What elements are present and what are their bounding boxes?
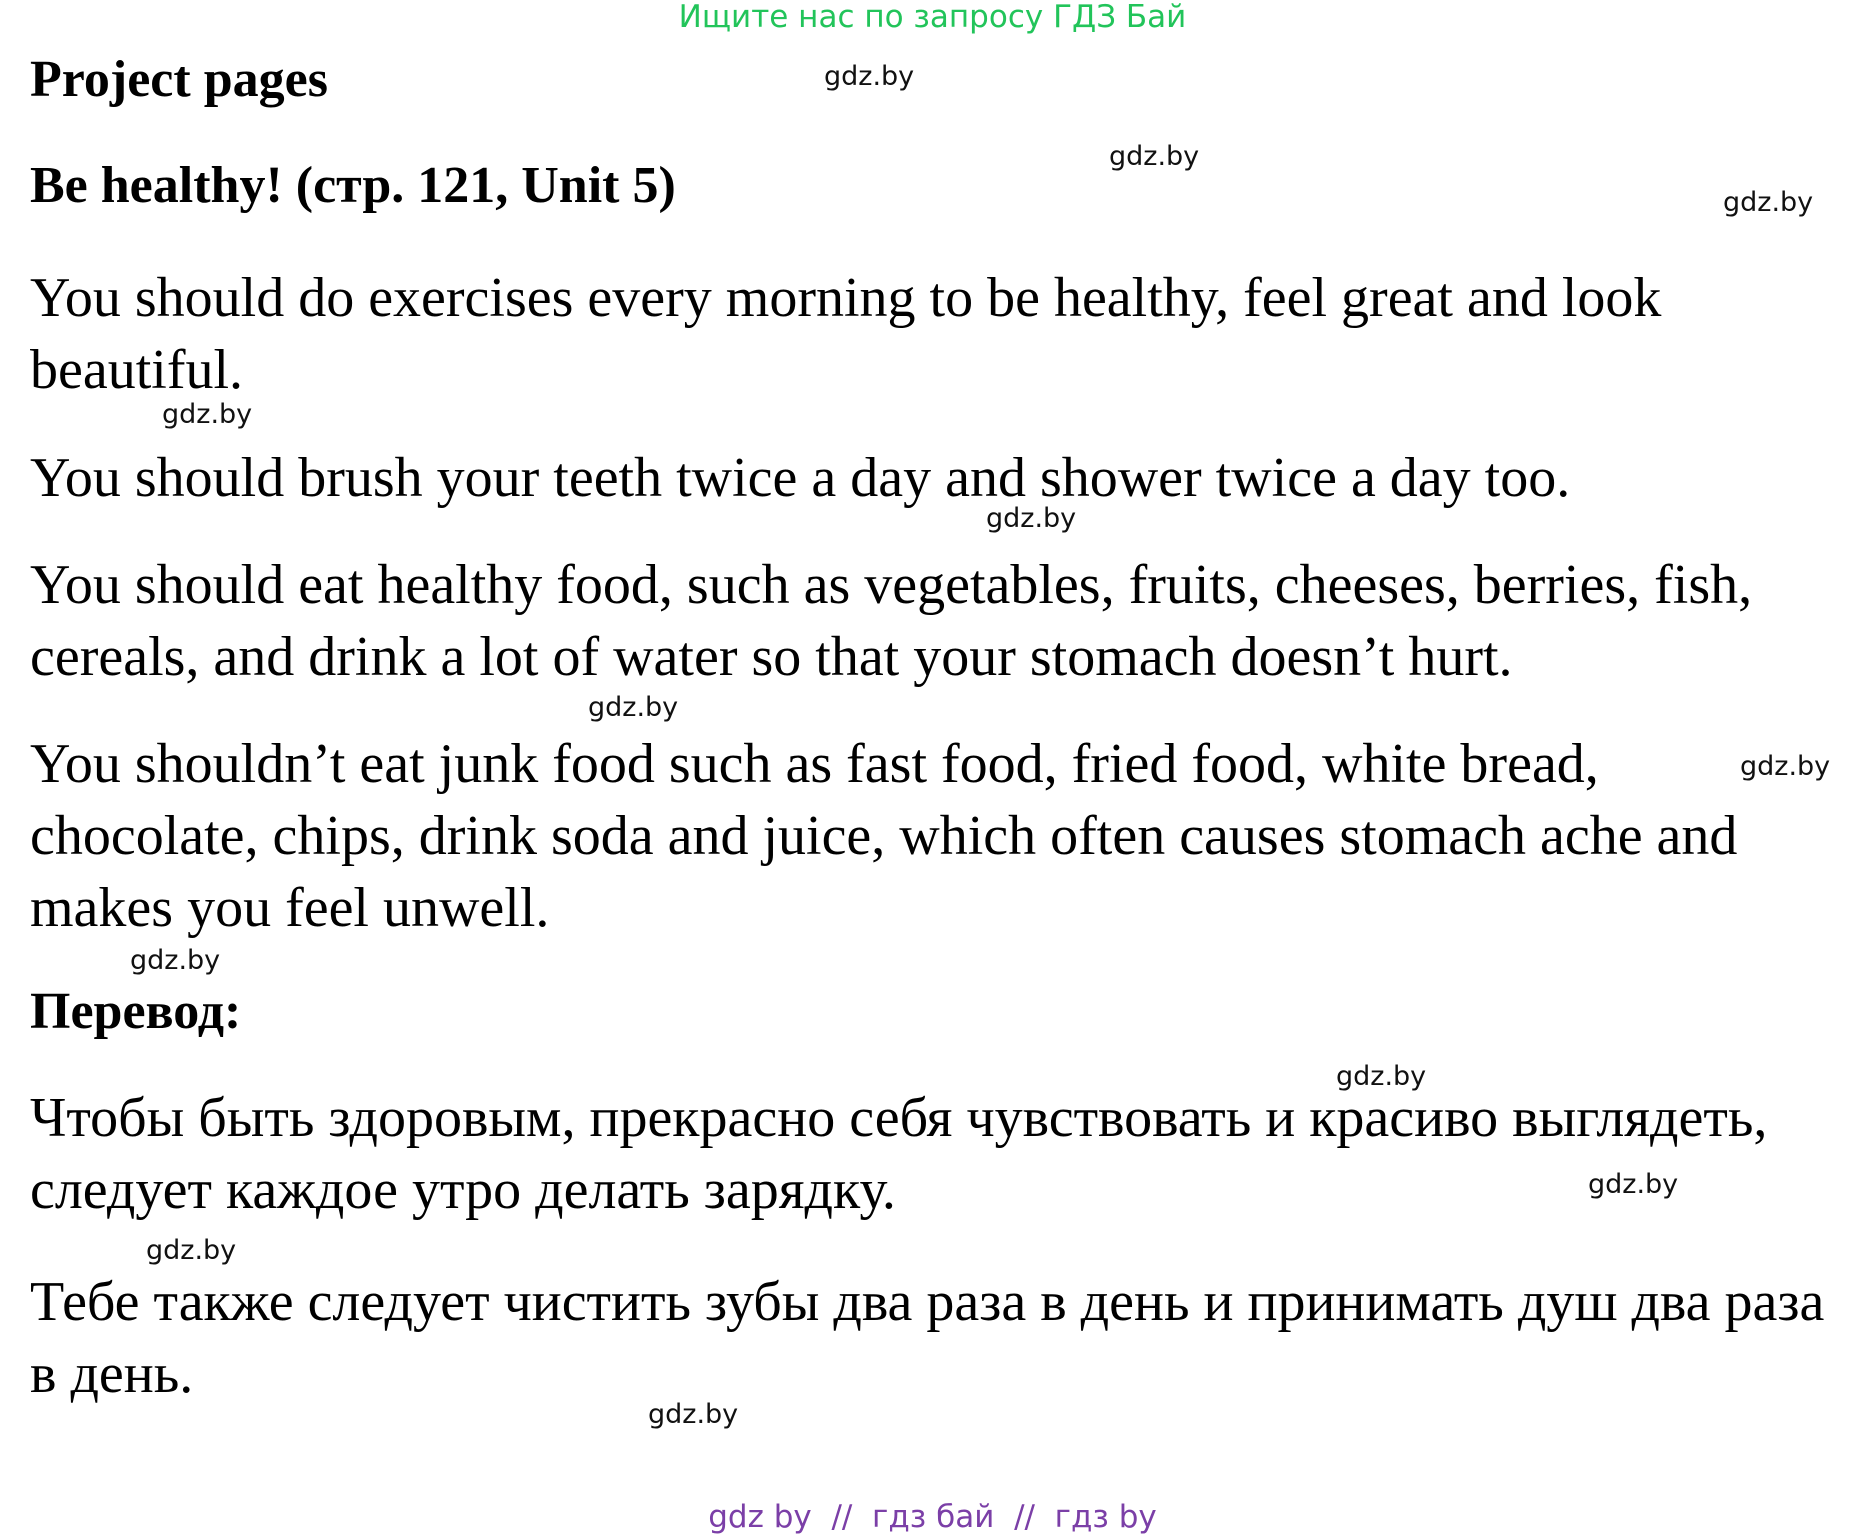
watermark: gdz.by: [162, 399, 253, 430]
heading-translation: Перевод:: [30, 983, 242, 1040]
english-paragraph-3: You should eat healthy food, such as vegetables, fruits, cheeses, berries, fish, cereals, and drink a lot of water so that your stomach doesn’t hurt.: [30, 554, 1753, 688]
watermark: gdz.by: [1723, 187, 1814, 218]
watermark: gdz.by: [588, 692, 679, 723]
russian-paragraph-2: Тебе также следует чистить зубы два раза в день и принимать душ два раза в день.: [30, 1271, 1825, 1405]
watermark: gdz.by: [1588, 1169, 1679, 1200]
english-paragraph-1: You should do exercises every morning to be healthy, feel great and look beautiful.: [30, 267, 1662, 401]
heading-be-healthy: Be healthy! (стр. 121, Unit 5): [30, 157, 676, 214]
top-banner: Ищите нас по запросу ГДЗ Бай: [678, 0, 1187, 35]
watermark: gdz.by: [130, 945, 221, 976]
watermark: gdz.by: [1109, 141, 1200, 172]
heading-project-pages: Project pages: [30, 51, 328, 108]
english-paragraph-2: You should brush your teeth twice a day and shower twice a day too.: [30, 447, 1571, 509]
watermark: gdz.by: [1336, 1061, 1427, 1092]
watermark: gdz.by: [1740, 751, 1831, 782]
watermark: gdz.by: [824, 61, 915, 92]
footer-links: gdz by // гдз бай // гдз by: [708, 1499, 1157, 1535]
russian-paragraph-1: Чтобы быть здоровым, прекрасно себя чувствовать и красиво выглядеть, следует каждое утро делать зарядку.: [30, 1087, 1768, 1221]
watermark: gdz.by: [648, 1399, 739, 1430]
watermark: gdz.by: [146, 1235, 237, 1266]
english-paragraph-4: You shouldn’t eat junk food such as fast food, fried food, white bread, chocolate, chips, drink soda and juice, which often causes stomach ache and makes you feel unwell.: [30, 733, 1738, 939]
watermark: gdz.by: [986, 503, 1077, 534]
